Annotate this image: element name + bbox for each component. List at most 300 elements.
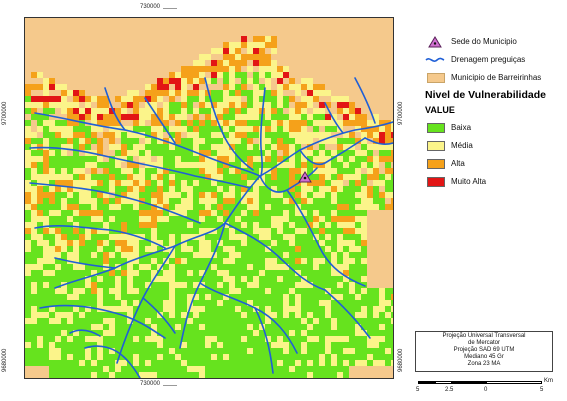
- raster-cell: [43, 282, 49, 288]
- raster-cell: [181, 276, 187, 282]
- raster-cell: [91, 210, 97, 216]
- raster-cell: [37, 228, 43, 234]
- raster-cell: [229, 306, 235, 312]
- raster-cell: [259, 234, 265, 240]
- raster-cell: [211, 372, 217, 378]
- raster-cell: [241, 210, 247, 216]
- raster-cell: [97, 300, 103, 306]
- raster-cell: [61, 138, 67, 144]
- raster-cell: [31, 162, 37, 168]
- raster-cell: [55, 336, 61, 342]
- raster-cell: [361, 306, 367, 312]
- raster-cell: [307, 348, 313, 354]
- raster-cell: [343, 348, 349, 354]
- raster-cell: [115, 288, 121, 294]
- raster-cell: [199, 54, 205, 60]
- raster-cell: [301, 324, 307, 330]
- raster-cell: [271, 330, 277, 336]
- raster-cell: [157, 324, 163, 330]
- raster-cell: [301, 264, 307, 270]
- raster-cell: [25, 156, 31, 162]
- raster-cell: [85, 108, 91, 114]
- raster-cell: [37, 138, 43, 144]
- raster-cell: [109, 216, 115, 222]
- raster-cell: [25, 210, 31, 216]
- raster-cell: [151, 246, 157, 252]
- raster-cell: [25, 240, 31, 246]
- raster-cell: [259, 42, 265, 48]
- raster-cell: [205, 180, 211, 186]
- raster-cell: [385, 186, 391, 192]
- raster-cell: [37, 288, 43, 294]
- raster-cell: [109, 372, 115, 378]
- raster-cell: [301, 270, 307, 276]
- raster-cell: [151, 144, 157, 150]
- legend: [425, 34, 565, 192]
- raster-cell: [31, 102, 37, 108]
- raster-cell: [253, 264, 259, 270]
- scale-label: 2.5: [445, 387, 454, 393]
- raster-cell: [205, 168, 211, 174]
- raster-cell: [223, 156, 229, 162]
- raster-cell: [67, 156, 73, 162]
- raster-cell: [295, 288, 301, 294]
- raster-cell: [97, 288, 103, 294]
- raster-cell: [61, 204, 67, 210]
- raster-cell: [103, 108, 109, 114]
- raster-cell: [355, 294, 361, 300]
- raster-cell: [373, 288, 379, 294]
- raster-cell: [241, 42, 247, 48]
- raster-cell: [175, 354, 181, 360]
- raster-cell: [361, 354, 367, 360]
- raster-cell: [241, 246, 247, 252]
- raster-cell: [49, 240, 55, 246]
- raster-cell: [157, 216, 163, 222]
- legend-item-sede: [425, 34, 565, 52]
- raster-cell: [67, 318, 73, 324]
- raster-cell: [37, 318, 43, 324]
- raster-cell: [181, 360, 187, 366]
- raster-cell: [235, 126, 241, 132]
- raster-cell: [217, 282, 223, 288]
- raster-cell: [175, 276, 181, 282]
- raster-cell: [229, 156, 235, 162]
- raster-cell: [355, 114, 361, 120]
- raster-cell: [271, 72, 277, 78]
- raster-cell: [265, 138, 271, 144]
- raster-cell: [79, 228, 85, 234]
- raster-cell: [355, 312, 361, 318]
- legend-class-alta: [425, 156, 565, 174]
- raster-cell: [109, 318, 115, 324]
- raster-cell: [283, 150, 289, 156]
- raster-cell: [31, 300, 37, 306]
- raster-cell: [85, 204, 91, 210]
- raster-cell: [205, 342, 211, 348]
- raster-cell: [337, 288, 343, 294]
- raster-cell: [43, 174, 49, 180]
- raster-cell: [103, 186, 109, 192]
- raster-cell: [343, 288, 349, 294]
- raster-cell: [223, 336, 229, 342]
- raster-cell: [301, 300, 307, 306]
- raster-cell: [127, 180, 133, 186]
- raster-cell: [193, 324, 199, 330]
- swatch-media: [427, 141, 445, 151]
- raster-cell: [271, 180, 277, 186]
- raster-cell: [49, 348, 55, 354]
- raster-cell: [145, 210, 151, 216]
- raster-cell: [259, 72, 265, 78]
- raster-cell: [373, 162, 379, 168]
- raster-cell: [325, 90, 331, 96]
- raster-cell: [241, 234, 247, 240]
- raster-cell: [361, 228, 367, 234]
- raster-cell: [265, 36, 271, 42]
- raster-cell: [121, 102, 127, 108]
- raster-cell: [355, 336, 361, 342]
- raster-cell: [223, 306, 229, 312]
- raster-cell: [241, 294, 247, 300]
- raster-cell: [187, 192, 193, 198]
- raster-cell: [235, 138, 241, 144]
- raster-cell: [145, 312, 151, 318]
- raster-cell: [121, 294, 127, 300]
- raster-cell: [355, 192, 361, 198]
- raster-cell: [295, 282, 301, 288]
- raster-cell: [223, 258, 229, 264]
- raster-cell: [91, 204, 97, 210]
- raster-cell: [37, 240, 43, 246]
- raster-cell: [349, 162, 355, 168]
- raster-cell: [91, 258, 97, 264]
- raster-cell: [163, 288, 169, 294]
- raster-cell: [103, 276, 109, 282]
- raster-cell: [307, 294, 313, 300]
- raster-cell: [205, 306, 211, 312]
- raster-cell: [109, 336, 115, 342]
- raster-cell: [235, 330, 241, 336]
- raster-cell: [31, 258, 37, 264]
- raster-cell: [391, 204, 393, 210]
- raster-cell: [313, 222, 319, 228]
- raster-cell: [325, 204, 331, 210]
- raster-cell: [337, 264, 343, 270]
- raster-cell: [235, 42, 241, 48]
- raster-cell: [85, 288, 91, 294]
- raster-cell: [61, 246, 67, 252]
- raster-cell: [151, 216, 157, 222]
- raster-cell: [169, 114, 175, 120]
- raster-cell: [49, 282, 55, 288]
- raster-cell: [289, 84, 295, 90]
- raster-cell: [277, 246, 283, 252]
- raster-cell: [289, 276, 295, 282]
- raster-cell: [337, 294, 343, 300]
- raster-cell: [121, 138, 127, 144]
- raster-cell: [97, 258, 103, 264]
- raster-cell: [145, 222, 151, 228]
- raster-cell: [271, 66, 277, 72]
- raster-cell: [271, 126, 277, 132]
- raster-cell: [79, 168, 85, 174]
- raster-cell: [175, 300, 181, 306]
- raster-cell: [43, 324, 49, 330]
- raster-cell: [277, 294, 283, 300]
- raster-cell: [337, 96, 343, 102]
- raster-cell: [187, 162, 193, 168]
- raster-cell: [241, 282, 247, 288]
- raster-cell: [49, 84, 55, 90]
- raster-cell: [169, 360, 175, 366]
- raster-cell: [289, 294, 295, 300]
- raster-cell: [151, 210, 157, 216]
- raster-cell: [331, 186, 337, 192]
- raster-cell: [127, 336, 133, 342]
- raster-cell: [31, 198, 37, 204]
- raster-cell: [61, 162, 67, 168]
- raster-cell: [211, 270, 217, 276]
- raster-cell: [277, 204, 283, 210]
- raster-cell: [79, 138, 85, 144]
- raster-cell: [181, 252, 187, 258]
- raster-cell: [145, 138, 151, 144]
- raster-cell: [121, 150, 127, 156]
- raster-cell: [247, 210, 253, 216]
- raster-cell: [355, 300, 361, 306]
- raster-cell: [361, 300, 367, 306]
- raster-cell: [253, 162, 259, 168]
- raster-cell: [205, 246, 211, 252]
- raster-cell: [247, 222, 253, 228]
- raster-cell: [55, 162, 61, 168]
- raster-cell: [79, 204, 85, 210]
- raster-cell: [109, 366, 115, 372]
- raster-cell: [175, 222, 181, 228]
- raster-cell: [295, 132, 301, 138]
- raster-cell: [133, 216, 139, 222]
- raster-cell: [301, 360, 307, 366]
- raster-cell: [301, 258, 307, 264]
- raster-cell: [79, 198, 85, 204]
- raster-cell: [217, 186, 223, 192]
- raster-cell: [277, 342, 283, 348]
- raster-cell: [151, 258, 157, 264]
- raster-cell: [223, 288, 229, 294]
- raster-cell: [67, 270, 73, 276]
- raster-cell: [379, 156, 385, 162]
- raster-cell: [25, 288, 31, 294]
- raster-cell: [217, 192, 223, 198]
- raster-cell: [67, 174, 73, 180]
- map-frame[interactable]: [24, 17, 394, 379]
- raster-cell: [199, 180, 205, 186]
- raster-cell: [349, 348, 355, 354]
- raster-cell: [295, 108, 301, 114]
- raster-cell: [337, 360, 343, 366]
- raster-cell: [229, 54, 235, 60]
- raster-cell: [115, 180, 121, 186]
- raster-cell: [391, 336, 393, 342]
- raster-cell: [205, 210, 211, 216]
- raster-cell: [49, 324, 55, 330]
- raster-cell: [187, 222, 193, 228]
- raster-cell: [283, 276, 289, 282]
- raster-cell: [391, 144, 393, 150]
- raster-cell: [115, 282, 121, 288]
- raster-cell: [61, 360, 67, 366]
- raster-cell: [31, 240, 37, 246]
- raster-cell: [277, 228, 283, 234]
- raster-cell: [157, 288, 163, 294]
- raster-cell: [187, 96, 193, 102]
- raster-cell: [73, 270, 79, 276]
- raster-cell: [385, 360, 391, 366]
- raster-cell: [337, 144, 343, 150]
- raster-cell: [289, 366, 295, 372]
- raster-cell: [133, 174, 139, 180]
- raster-cell: [187, 156, 193, 162]
- raster-cell: [115, 318, 121, 324]
- raster-cell: [343, 324, 349, 330]
- raster-cell: [349, 216, 355, 222]
- raster-cell: [247, 156, 253, 162]
- raster-cell: [367, 168, 373, 174]
- raster-cell: [79, 174, 85, 180]
- raster-cell: [217, 138, 223, 144]
- raster-cell: [49, 222, 55, 228]
- raster-cell: [313, 216, 319, 222]
- raster-cell: [157, 132, 163, 138]
- raster-cell: [175, 324, 181, 330]
- raster-cell: [193, 180, 199, 186]
- raster-cell: [277, 96, 283, 102]
- raster-cell: [85, 258, 91, 264]
- raster-cell: [103, 168, 109, 174]
- raster-cell: [337, 354, 343, 360]
- raster-cell: [229, 318, 235, 324]
- raster-cell: [343, 162, 349, 168]
- raster-cell: [49, 210, 55, 216]
- raster-cell: [169, 300, 175, 306]
- raster-cell: [223, 60, 229, 66]
- raster-cell: [259, 204, 265, 210]
- raster-cell: [79, 192, 85, 198]
- raster-cell: [127, 174, 133, 180]
- raster-cell: [229, 348, 235, 354]
- raster-cell: [91, 348, 97, 354]
- legend-label: Municipio de Barreirinhas: [451, 73, 542, 82]
- raster-cell: [295, 90, 301, 96]
- raster-cell: [307, 324, 313, 330]
- raster-cell: [223, 264, 229, 270]
- raster-cell: [193, 354, 199, 360]
- raster-cell: [325, 300, 331, 306]
- raster-cell: [325, 246, 331, 252]
- raster-cell: [133, 294, 139, 300]
- raster-cell: [223, 318, 229, 324]
- raster-cell: [85, 174, 91, 180]
- raster-cell: [163, 150, 169, 156]
- raster-cell: [73, 240, 79, 246]
- raster-cell: [289, 132, 295, 138]
- raster-cell: [247, 90, 253, 96]
- raster-cell: [373, 336, 379, 342]
- raster-cell: [145, 294, 151, 300]
- raster-cell: [343, 108, 349, 114]
- raster-cell: [313, 318, 319, 324]
- raster-cell: [373, 180, 379, 186]
- raster-cell: [49, 168, 55, 174]
- raster-cell: [133, 192, 139, 198]
- raster-cell: [25, 84, 31, 90]
- raster-cell: [235, 192, 241, 198]
- raster-cell: [337, 186, 343, 192]
- raster-cell: [175, 90, 181, 96]
- raster-cell: [121, 288, 127, 294]
- raster-cell: [223, 372, 229, 378]
- raster-cell: [103, 354, 109, 360]
- raster-cell: [283, 342, 289, 348]
- raster-cell: [79, 312, 85, 318]
- raster-cell: [355, 258, 361, 264]
- raster-cell: [319, 366, 325, 372]
- raster-cell: [385, 324, 391, 330]
- raster-cell: [61, 126, 67, 132]
- raster-cell: [289, 282, 295, 288]
- raster-cell: [181, 150, 187, 156]
- raster-cell: [169, 372, 175, 378]
- raster-cell: [319, 90, 325, 96]
- raster-cell: [181, 264, 187, 270]
- raster-cell: [85, 282, 91, 288]
- raster-cell: [313, 132, 319, 138]
- raster-cell: [301, 186, 307, 192]
- raster-cell: [247, 336, 253, 342]
- raster-cell: [247, 312, 253, 318]
- raster-cell: [307, 78, 313, 84]
- raster-cell: [175, 192, 181, 198]
- raster-cell: [127, 348, 133, 354]
- raster-cell: [49, 162, 55, 168]
- raster-cell: [247, 348, 253, 354]
- raster-cell: [223, 300, 229, 306]
- raster-cell: [91, 360, 97, 366]
- raster-cell: [319, 180, 325, 186]
- raster-cell: [199, 138, 205, 144]
- scale-segment: [486, 381, 542, 384]
- raster-cell: [37, 210, 43, 216]
- raster-cell: [367, 144, 373, 150]
- raster-cell: [211, 198, 217, 204]
- raster-cell: [313, 186, 319, 192]
- raster-cell: [289, 354, 295, 360]
- raster-cell: [133, 186, 139, 192]
- grid-tick: [163, 8, 177, 9]
- raster-cell: [217, 48, 223, 54]
- raster-cell: [31, 348, 37, 354]
- raster-cell: [367, 294, 373, 300]
- raster-cell: [31, 312, 37, 318]
- swatch-municipio: [427, 73, 445, 83]
- raster-cell: [55, 216, 61, 222]
- raster-cell: [61, 252, 67, 258]
- raster-cell: [331, 210, 337, 216]
- raster-cell: [211, 132, 217, 138]
- raster-cell: [253, 90, 259, 96]
- raster-cell: [97, 108, 103, 114]
